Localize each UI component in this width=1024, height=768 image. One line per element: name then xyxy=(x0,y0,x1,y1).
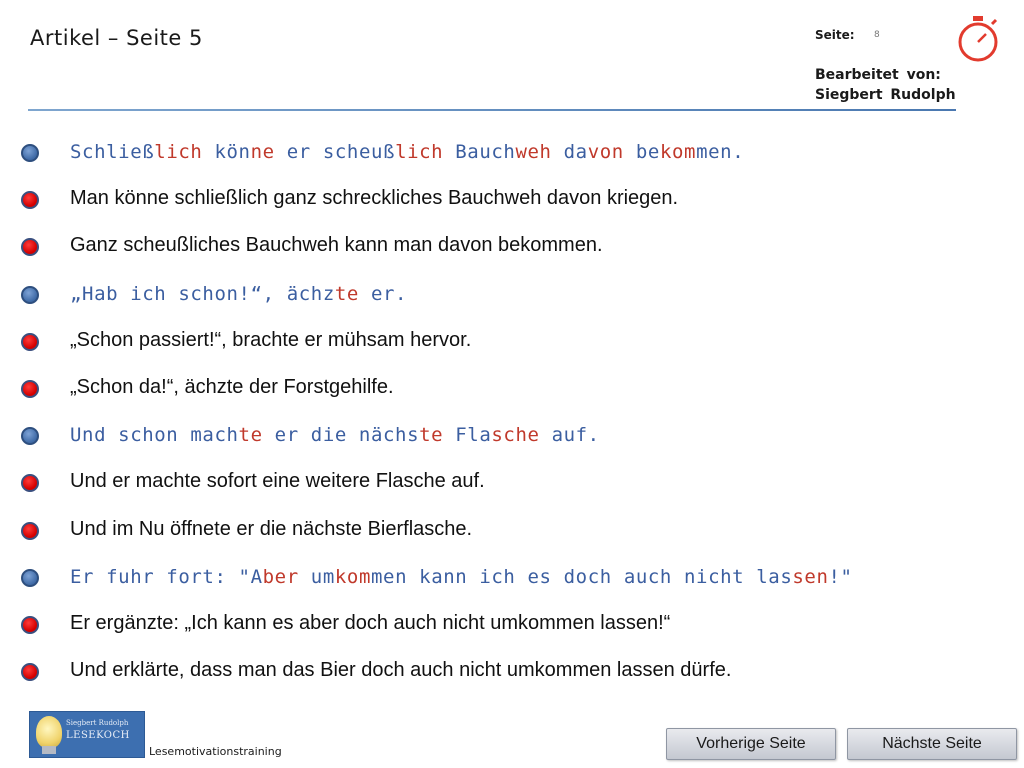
logo-author: Siegbert Rudolph xyxy=(66,719,129,727)
blue-bullet-icon[interactable] xyxy=(21,286,39,304)
red-bullet-icon[interactable] xyxy=(21,663,39,681)
red-bullet-icon[interactable] xyxy=(21,474,39,492)
text-segment: da xyxy=(551,141,588,163)
sentence-text: Und im Nu öffnete er die nächste Bierflasche. xyxy=(70,517,473,540)
sentence-row xyxy=(0,561,1024,595)
sentence-row xyxy=(0,608,1024,642)
text-segment: !" xyxy=(828,565,853,588)
sentence-row xyxy=(0,325,1024,359)
highlighted-syllable: kom xyxy=(334,565,371,588)
text-segment: be xyxy=(623,141,660,163)
logo-brand: LESEKOCH xyxy=(66,730,130,741)
highlighted-syllable: kom xyxy=(659,141,697,163)
red-bullet-icon[interactable] xyxy=(21,380,39,398)
blue-bullet-icon[interactable] xyxy=(21,144,39,162)
sentence-text xyxy=(70,283,407,305)
highlighted-syllable: ber xyxy=(262,565,299,588)
sentence-text xyxy=(70,141,744,163)
editor-name: Siegbert Rudolph xyxy=(815,87,956,103)
text-segment: Fla xyxy=(443,424,492,447)
sentence-row xyxy=(0,372,1024,406)
sentence-text: Er ergänzte: „Ich kann es aber doch auch nicht umkommen lassen!“ xyxy=(70,612,671,634)
lesekoch-logo xyxy=(29,711,145,758)
text-segment: men kann ich es doch auch nicht las xyxy=(371,565,793,588)
text-segment: kön xyxy=(202,141,251,163)
text-segment: er scheuß xyxy=(274,141,396,163)
text-segment: um xyxy=(298,565,335,588)
text-segment: er die nächs xyxy=(262,424,420,447)
sentence-row xyxy=(0,514,1024,548)
highlighted-syllable: lich xyxy=(154,141,203,163)
text-segment: Bauch xyxy=(443,141,516,163)
sentence-text: Und er machte sofort eine weitere Flasche auf. xyxy=(70,470,485,493)
footer-label: Lesemotivationstraining xyxy=(149,745,282,758)
page-number: 8 xyxy=(874,30,880,40)
highlighted-syllable: te xyxy=(419,424,444,447)
text-segment: er. xyxy=(358,282,408,305)
text-segment: „Hab ich schon!“, ächz xyxy=(70,282,335,305)
sentence-row xyxy=(0,136,1024,170)
lightbulb-icon xyxy=(36,716,62,748)
sentence-row xyxy=(0,419,1024,453)
highlighted-syllable: te xyxy=(334,282,359,305)
sentence-text: Man könne schließlich ganz schreckliches Bauchweh davon kriegen. xyxy=(70,187,679,210)
text-segment: men. xyxy=(696,141,745,163)
page-title: Artikel – Seite 5 xyxy=(30,26,203,50)
sentence-row xyxy=(0,183,1024,217)
red-bullet-icon[interactable] xyxy=(21,522,39,540)
blue-bullet-icon[interactable] xyxy=(21,569,39,587)
sentence-text: „Schon passiert!“, brachte er mühsam hervor. xyxy=(70,328,472,351)
sentence-row xyxy=(0,230,1024,264)
text-segment: Schließ xyxy=(70,141,155,163)
next-page-button[interactable]: Nächste Seite xyxy=(847,728,1017,760)
sentence-text: Ganz scheußliches Bauchweh kann man davon bekommen. xyxy=(70,234,603,257)
text-segment: Und schon mach xyxy=(70,424,239,447)
sentence-row xyxy=(0,278,1024,312)
red-bullet-icon[interactable] xyxy=(21,238,39,256)
highlighted-syllable: te xyxy=(238,424,263,447)
highlighted-syllable: weh xyxy=(515,141,552,163)
sentence-text xyxy=(70,424,600,446)
sentence-text xyxy=(70,566,853,588)
text-segment: auf. xyxy=(539,424,600,447)
highlighted-syllable: lich xyxy=(395,141,444,163)
text-segment: Er fuhr fort: "A xyxy=(70,565,263,588)
red-bullet-icon[interactable] xyxy=(21,616,39,634)
sentence-row xyxy=(0,466,1024,500)
red-bullet-icon[interactable] xyxy=(21,191,39,209)
highlighted-syllable: ne xyxy=(250,141,275,163)
blue-bullet-icon[interactable] xyxy=(21,427,39,445)
highlighted-syllable: von xyxy=(587,141,624,163)
sentence-row xyxy=(0,655,1024,689)
stopwatch-icon[interactable] xyxy=(955,14,1001,64)
page-label: Seite: xyxy=(815,28,855,42)
highlighted-syllable: sen xyxy=(792,565,829,588)
header-divider xyxy=(28,109,956,111)
highlighted-syllable: sche xyxy=(491,424,540,447)
sentence-text: Und erklärte, dass man das Bier doch auch nicht umkommen lassen dürfe. xyxy=(70,659,732,682)
red-bullet-icon[interactable] xyxy=(21,333,39,351)
previous-page-button[interactable]: Vorherige Seite xyxy=(666,728,836,760)
sentence-text: „Schon da!“, ächzte der Forstgehilfe. xyxy=(70,376,394,398)
editor-label: Bearbeitet von: xyxy=(815,67,941,83)
